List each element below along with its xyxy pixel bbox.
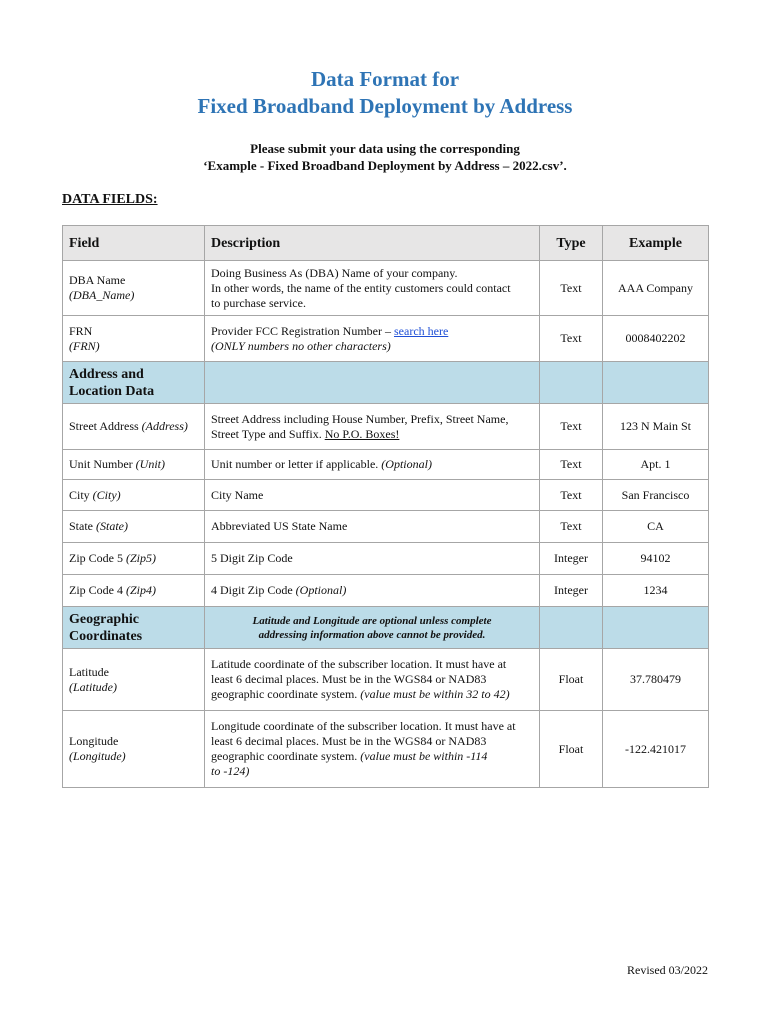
search-here-link[interactable]: search here xyxy=(394,323,449,338)
example-cell: 94102 xyxy=(603,543,709,575)
type-cell: Integer xyxy=(540,543,603,575)
header-example: Example xyxy=(603,226,709,261)
description-line: geographic coordinate system. xyxy=(211,687,361,701)
field-label: Unit Number xyxy=(69,457,136,471)
group-empty-cell xyxy=(540,607,603,649)
field-label: FRN xyxy=(69,323,93,338)
optional-coordinates-note: Latitude and Longitude are optional unless complete xyxy=(252,614,492,627)
header-description: Description xyxy=(205,226,540,261)
group-label-line: Geographic xyxy=(69,611,139,627)
description-text: Unit number or letter if applicable. xyxy=(211,457,382,471)
table-row-longitude xyxy=(63,711,709,788)
subtitle-line-1: Please submit your data using the corresponding xyxy=(250,141,520,156)
optional-coordinates-note: addressing information above cannot be provided. xyxy=(258,628,486,641)
data-fields-table xyxy=(62,225,709,788)
document-title xyxy=(0,66,770,120)
field-cell xyxy=(63,404,205,450)
field-cell xyxy=(63,649,205,711)
group-label xyxy=(63,607,205,649)
table-row-zip5 xyxy=(63,543,709,575)
field-variable: (Address) xyxy=(141,419,188,433)
field-variable: (Unit) xyxy=(135,457,165,471)
table-row-street-address xyxy=(63,404,709,450)
group-label-line: Address and xyxy=(69,366,144,382)
field-variable: (Latitude) xyxy=(69,679,117,694)
description-text: 4 Digit Zip Code xyxy=(211,583,296,597)
value-range-note: (value must be within -114 xyxy=(360,749,488,763)
table-row-latitude xyxy=(63,649,709,711)
table-row-dba-name xyxy=(63,261,709,316)
header-type: Type xyxy=(540,226,603,261)
group-row-geographic xyxy=(63,607,709,649)
section-heading: DATA FIELDS: xyxy=(62,192,158,207)
example-cell: 37.780479 xyxy=(603,649,709,711)
header-field: Field xyxy=(63,226,205,261)
description-cell xyxy=(205,261,540,316)
field-variable: (DBA_Name) xyxy=(69,288,135,302)
description-cell xyxy=(205,575,540,607)
no-po-boxes-note: No P.O. Boxes! xyxy=(324,426,400,441)
group-empty-cell xyxy=(603,607,709,649)
field-cell xyxy=(63,261,205,316)
example-cell: -122.421017 xyxy=(603,711,709,788)
description-line: geographic coordinate system. xyxy=(211,749,361,763)
description-cell xyxy=(205,450,540,480)
field-cell xyxy=(63,450,205,480)
group-note-cell xyxy=(205,607,540,649)
field-variable: (City) xyxy=(92,487,121,502)
field-label: DBA Name xyxy=(69,273,126,287)
description-line: Street Address including House Number, Prefix, Street Name, xyxy=(211,411,509,426)
field-variable: (FRN) xyxy=(69,338,100,353)
table-row-zip4 xyxy=(63,575,709,607)
example-cell: Apt. 1 xyxy=(603,450,709,480)
field-cell xyxy=(63,543,205,575)
group-empty-cell xyxy=(205,362,540,404)
type-cell: Text xyxy=(540,480,603,511)
type-cell: Text xyxy=(540,404,603,450)
description-line: to purchase service. xyxy=(211,295,306,310)
field-cell xyxy=(63,480,205,511)
field-variable: (Zip5) xyxy=(126,551,156,565)
type-cell: Text xyxy=(540,316,603,362)
example-cell: San Francisco xyxy=(603,480,709,511)
field-cell xyxy=(63,575,205,607)
submission-instructions xyxy=(0,140,770,174)
field-label: Zip Code 5 xyxy=(69,551,126,565)
type-cell: Float xyxy=(540,711,603,788)
description-note: (ONLY numbers no other characters) xyxy=(211,338,391,353)
field-variable: (Longitude) xyxy=(69,749,126,763)
subtitle-line-2: ‘Example - Fixed Broadband Deployment by Address – 2022.csv’. xyxy=(203,158,567,173)
title-line-2: Fixed Broadband Deployment by Address xyxy=(197,94,573,118)
revision-date: Revised 03/2022 xyxy=(627,963,708,977)
description-cell xyxy=(205,649,540,711)
description-cell: Abbreviated US State Name xyxy=(205,511,540,543)
value-range-note: to -124) xyxy=(211,764,250,778)
value-range-note: (value must be within 32 to 42) xyxy=(360,687,510,701)
description-cell xyxy=(205,711,540,788)
field-label: State xyxy=(69,519,96,533)
optional-note: (Optional) xyxy=(295,583,347,597)
type-cell: Text xyxy=(540,450,603,480)
title-line-1: Data Format for xyxy=(310,67,460,91)
group-label-line: Coordinates xyxy=(69,628,143,644)
table-row-unit-number xyxy=(63,450,709,480)
type-cell: Text xyxy=(540,511,603,543)
field-label: Zip Code 4 xyxy=(69,583,126,597)
field-cell xyxy=(63,316,205,362)
field-label: Longitude xyxy=(69,734,119,748)
group-label-line: Location Data xyxy=(69,383,155,399)
field-label: City xyxy=(69,487,93,502)
table-row-state xyxy=(63,511,709,543)
example-cell: AAA Company xyxy=(603,261,709,316)
description-cell: City Name xyxy=(205,480,540,511)
table-row-city xyxy=(63,480,709,511)
field-label: Street Address xyxy=(69,419,142,433)
description-line: Street Type and Suffix. xyxy=(211,426,325,441)
example-cell: 0008402202 xyxy=(603,316,709,362)
description-line: Doing Business As (DBA) Name of your company. xyxy=(211,265,458,280)
group-label xyxy=(63,362,205,404)
type-cell: Integer xyxy=(540,575,603,607)
description-cell xyxy=(205,404,540,450)
field-variable: (State) xyxy=(96,519,128,533)
field-variable: (Zip4) xyxy=(126,583,156,597)
type-cell: Float xyxy=(540,649,603,711)
optional-note: (Optional) xyxy=(381,457,432,471)
group-empty-cell xyxy=(603,362,709,404)
description-cell xyxy=(205,316,540,362)
group-row-address xyxy=(63,362,709,404)
table-row-frn xyxy=(63,316,709,362)
group-empty-cell xyxy=(540,362,603,404)
field-label: Latitude xyxy=(69,664,109,679)
description-line: In other words, the name of the entity customers could contact xyxy=(211,280,511,295)
example-cell: CA xyxy=(603,511,709,543)
type-cell: Text xyxy=(540,261,603,316)
example-cell: 123 N Main St xyxy=(603,404,709,450)
field-cell xyxy=(63,711,205,788)
description-line: least 6 decimal places. Must be in the WGS84 or NAD83 xyxy=(211,734,487,748)
description-line: Latitude coordinate of the subscriber location. It must have at xyxy=(211,657,507,671)
example-cell: 1234 xyxy=(603,575,709,607)
description-text: Provider FCC Registration Number – xyxy=(211,323,394,338)
field-cell xyxy=(63,511,205,543)
table-header-row xyxy=(63,226,709,261)
description-line: Longitude coordinate of the subscriber location. It must have at xyxy=(211,719,516,733)
description-line: least 6 decimal places. Must be in the WGS84 or NAD83 xyxy=(211,672,487,686)
description-cell: 5 Digit Zip Code xyxy=(205,543,540,575)
